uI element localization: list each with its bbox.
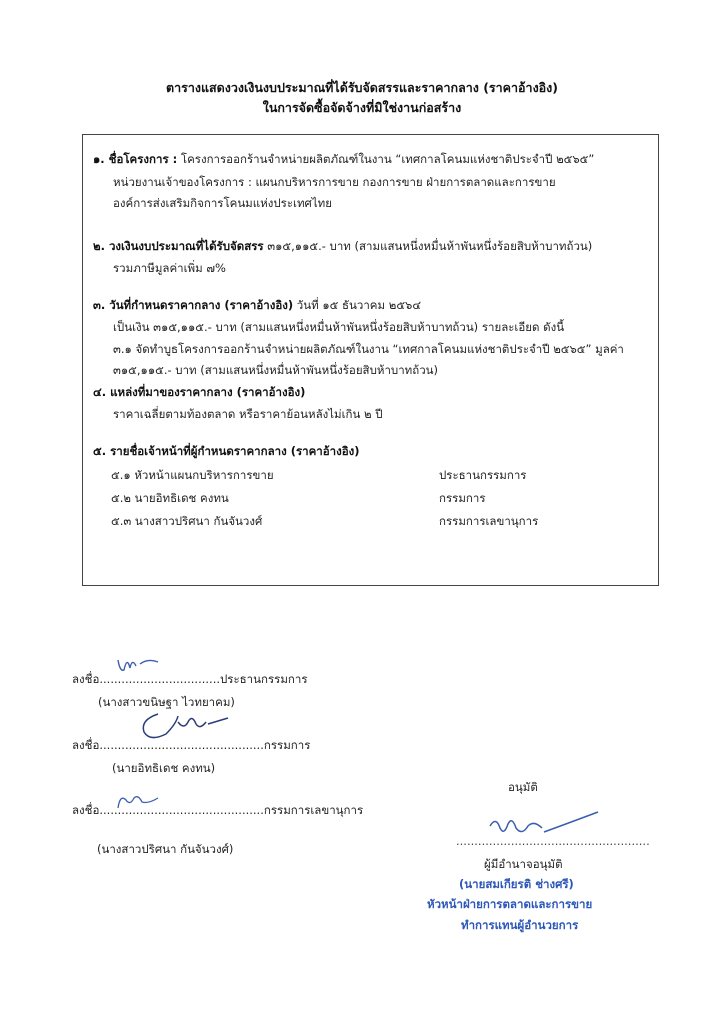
document-title: ตารางแสดงวงเงินงบประมาณที่ได้รับจัดสรรและราคากลาง (ราคาอ้างอิง) — [166, 80, 558, 95]
section-3 — [93, 297, 421, 315]
member-name: ๕.๒ นายอิทธิเดช คงทน — [111, 491, 229, 505]
section-3-date: วันที่ ๑๕ ธันวาคม ๒๕๖๔ — [296, 298, 422, 312]
section-4-label: ๔. แหล่งที่มาของราคากลาง (ราคาอ้างอิง) — [93, 385, 306, 399]
section-1-owner: หน่วยงานเจ้าของโครงการ : แผนกบริหารการขาย กองการขาย ฝ่ายการตลาดและการขาย — [113, 175, 556, 189]
document-subtitle: ในการจัดซื้อจัดจ้างที่มิใช่งานก่อสร้าง — [262, 100, 462, 115]
stamp-name: (นายสมเกียรติ ช่างศรี) — [459, 877, 574, 891]
signature-line-member: ลงชื่อ.............................................กรรมการ — [72, 738, 311, 752]
section-3-item: ๓.๑ จัดทำบูธโครงการออกร้านจำหน่ายผลิตภัณฑ์ในงาน “เทศกาลโคนมแห่งชาติประจำปี ๒๕๖๕” มูลค่า — [113, 342, 624, 356]
details-box — [82, 134, 659, 586]
approval-authority: ผู้มีอำนาจอนุมัติ — [484, 857, 563, 871]
section-3-amount: เป็นเงิน ๓๑๕,๑๑๕.- บาท (สามแสนหนึ่งหมื่นห้าพันหนึ่งร้อยสิบห้าบาทถ้วน) รายละเอียด ดังนี้ — [113, 320, 565, 334]
section-2-vat-note: รวมภาษีมูลค่าเพิ่ม ๗% — [113, 261, 226, 275]
approval-signature-line: ..................................................... — [456, 834, 650, 848]
member-role: กรรมการ — [439, 491, 486, 505]
section-4-source: ราคาเฉลี่ยตามท้องตลาด หรือราคาย้อนหลังไม่เกิน ๒ ปี — [113, 407, 383, 421]
section-2-label: ๒. วงเงินงบประมาณที่ได้รับจัดสรร — [93, 239, 264, 253]
member-role: ประธานกรรมการ — [439, 468, 527, 482]
stamp-acting: ทำการแทนผู้อำนวยการ — [461, 918, 579, 932]
signature-name-member: (นายอิทธิเดช คงทน) — [112, 761, 216, 775]
signature-line-secretary: ลงชื่อ.............................................กรรมการเลขานุการ — [72, 803, 364, 817]
section-5 — [93, 443, 360, 461]
member-name: ๕.๓ นางสาวปริศนา กันจันวงศ์ — [111, 514, 263, 528]
signature-line-chairman: ลงชื่อ.................................ประธานกรรมการ — [72, 672, 308, 686]
stamp-title: หัวหน้าฝ่ายการตลาดและการขาย — [427, 897, 593, 911]
section-3-label: ๓. วันที่กำหนดราคากลาง (ราคาอ้างอิง) — [93, 298, 294, 312]
section-1 — [93, 151, 594, 169]
section-2-value: ๓๑๕,๑๑๕.- บาท (สามแสนหนึ่งหมื่นห้าพันหนึ่งร้อยสิบห้าบาทถ้วน) — [267, 239, 593, 253]
section-2 — [93, 238, 592, 256]
section-3-item-value: ๓๑๕,๑๑๕.- บาท (สามแสนหนึ่งหมื่นห้าพันหนึ่งร้อยสิบห้าบาทถ้วน) — [113, 363, 439, 377]
section-1-label: ๑. ชื่อโครงการ : — [93, 152, 178, 166]
section-5-label: ๕. รายชื่อเจ้าหน้าที่ผู้กำหนดราคากลาง (ราคาอ้างอิง) — [93, 444, 360, 458]
signature-name-secretary: (นางสาวปริศนา กันจันวงศ์) — [97, 842, 234, 856]
signature-name-chairman: (นางสาวขนิษฐา ไวทยาคม) — [98, 695, 235, 709]
section-4 — [93, 384, 305, 402]
member-name: ๕.๑ หัวหน้าแผนกบริหารการขาย — [111, 468, 274, 482]
approval-label: อนุมัติ — [508, 780, 538, 794]
section-1-organization: องค์การส่งเสริมกิจการโคนมแห่งประเทศไทย — [113, 196, 332, 210]
section-1-value: โครงการออกร้านจำหน่ายผลิตภัณฑ์ในงาน “เทศกาลโคนมแห่งชาติประจำปี ๒๕๖๕” — [180, 152, 595, 166]
member-role: กรรมการเลขานุการ — [439, 514, 539, 528]
